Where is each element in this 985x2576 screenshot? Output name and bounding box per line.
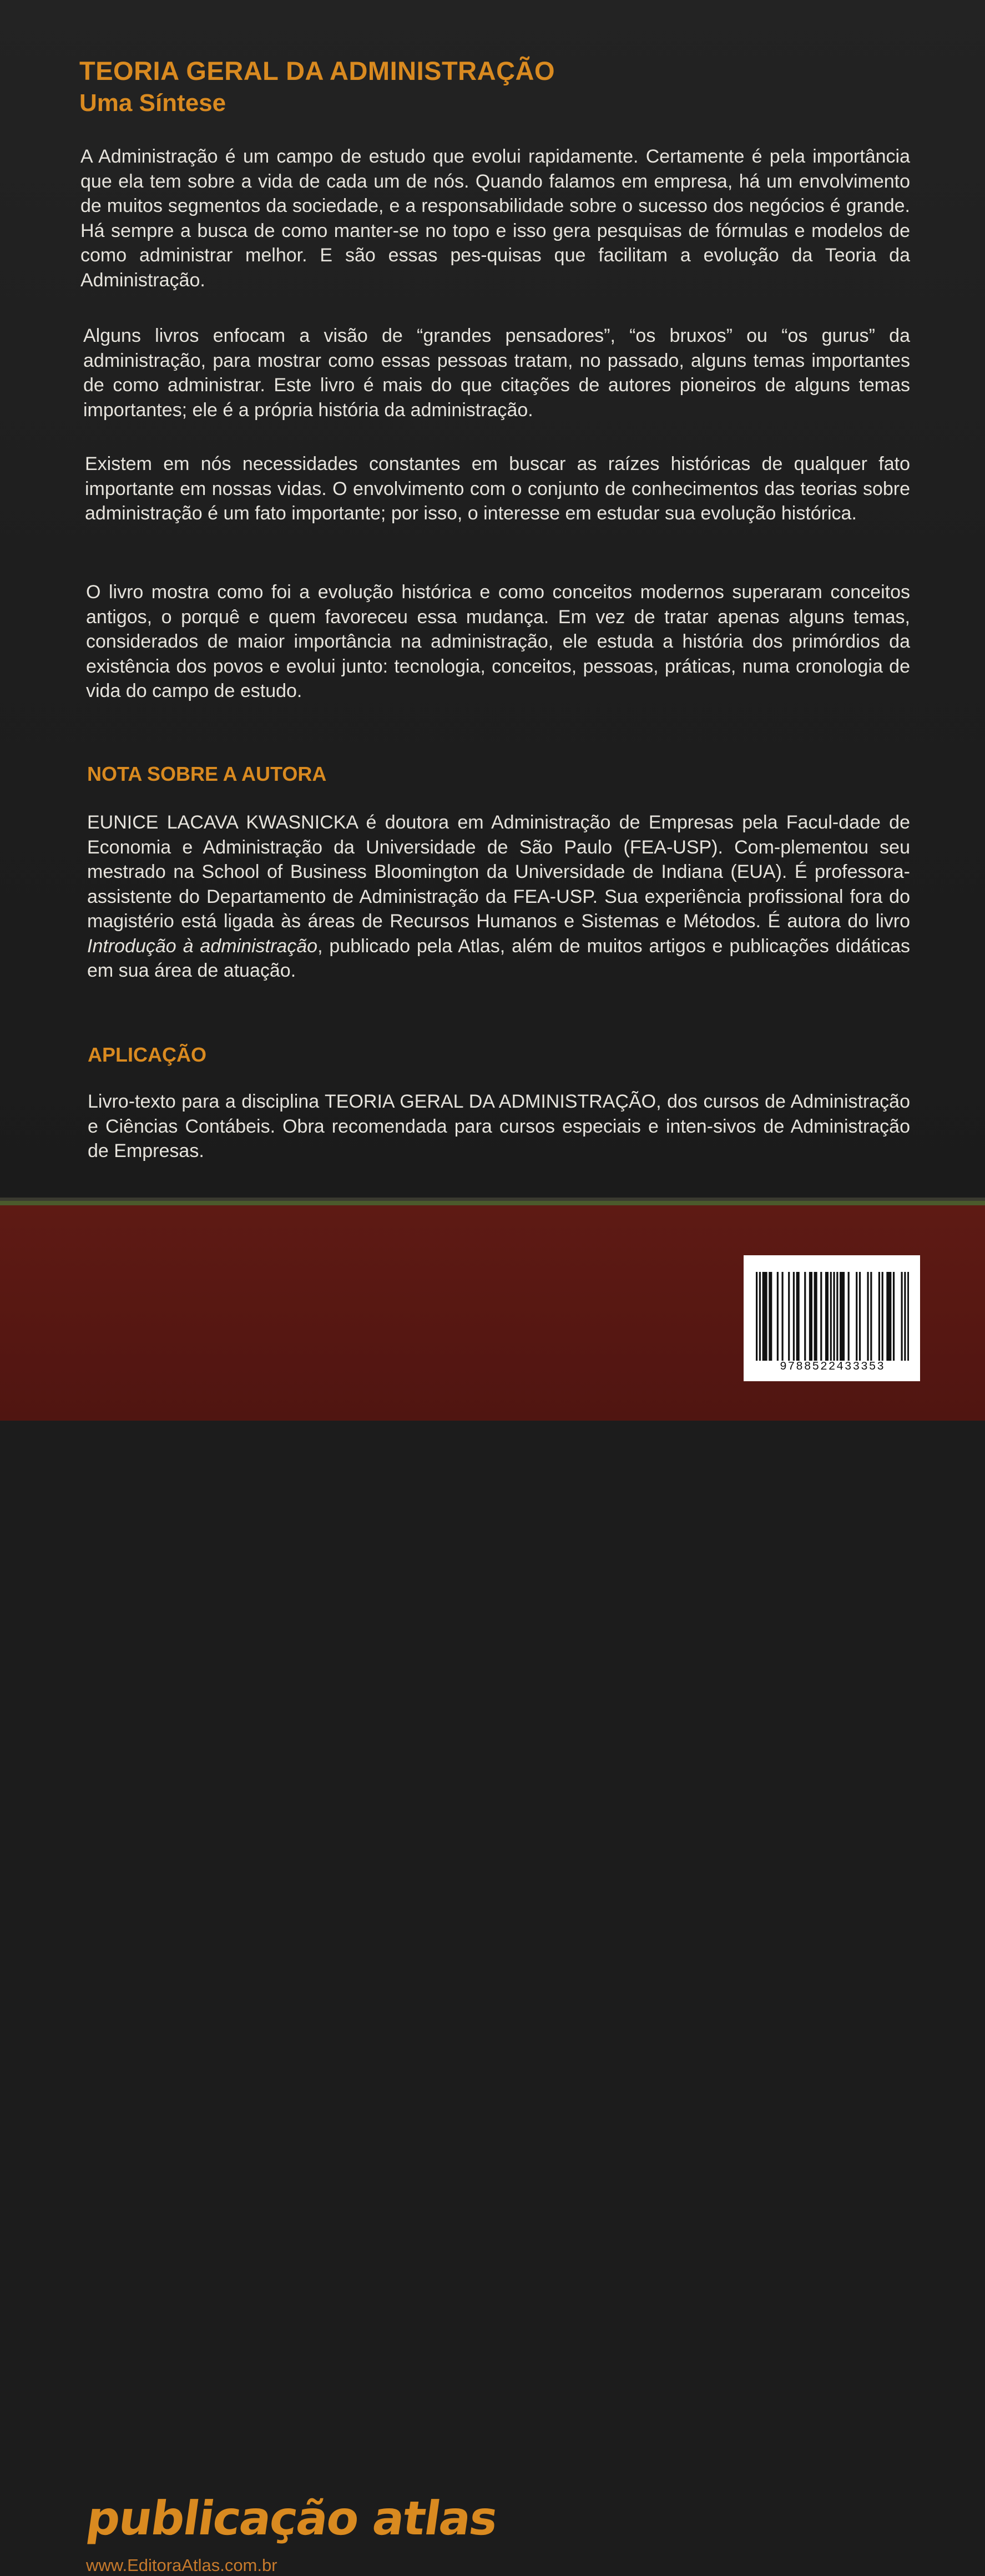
author-note-heading: NOTA SOBRE A AUTORA [87,762,327,785]
application-heading: APLICAÇÃO [88,1043,206,1066]
barcode-bar [798,1272,800,1361]
barcode-bar [848,1272,850,1361]
barcode-bar [762,1272,764,1361]
barcode-bar [796,1272,798,1361]
barcode-bar [904,1272,906,1361]
author-note-text-end: , publicado pela Atlas, além de muitos artigos e publicações didáticas em sua área de atuação. [87,935,910,981]
barcode-bar [759,1272,761,1361]
barcode-bar [830,1272,832,1361]
isbn-number: 9788522433353 [780,1361,885,1373]
barcode-bar [765,1272,767,1361]
barcode-bar [843,1272,845,1361]
barcode-bar [867,1272,868,1361]
barcode-bar [907,1272,909,1361]
barcode-bar [820,1272,822,1361]
barcode-bar [840,1272,841,1361]
author-note-text-start: EUNICE LACAVA KWASNICKA é doutora em Administração de Empresas pela Facul-dade de Economia e Administração da Universidade de São Paulo (FEA-USP). Com-plementou seu mestrado na School of Business Bloomington da Universidade de Indiana (EUA). É professora-assistente do Departamento de Administração da FEA-USP. Sua experiência profissional fora do magistério está ligada às áreas de Recursos Humanos e Sistemas e Métodos. É autora do livro [87,812,910,932]
publisher-logo: publicação atlas [83,2491,501,2545]
barcode-bar [825,1272,827,1361]
barcode-bar [859,1272,861,1361]
synopsis-paragraph-2: Alguns livros enfocam a visão de “grandes pensadores”, “os bruxos” ou “os gurus” da administração, para mostrar como essas pessoas tratam, no passado, alguns temas importantes de como administrar. Este livro é mais do que citações de autores pioneiros de alguns temas importantes; ele é a própria história da administração. [83,325,910,421]
barcode-bar [793,1272,795,1361]
barcode-bar [777,1272,779,1361]
author-book-title: Introdução à administração [87,935,318,957]
barcode-bar [886,1272,888,1361]
barcode-bar [882,1272,883,1361]
barcode-bar [756,1272,757,1361]
barcode-bar [890,1272,891,1361]
barcode [744,1255,920,1381]
barcode-bar [814,1272,816,1361]
barcode-bar [878,1272,880,1361]
barcode-bar [809,1272,811,1361]
back-cover [0,0,985,1199]
barcode-bar [781,1272,783,1361]
publisher-url: www.EditoraAtlas.com.br [86,2555,277,2575]
barcode-bar [788,1272,790,1361]
barcode-bar [836,1272,838,1361]
book-subtitle: Uma Síntese [79,89,226,117]
barcode-bar [870,1272,872,1361]
barcode-bar [770,1272,772,1361]
author-note-text [87,810,910,983]
application-text: Livro-texto para a disciplina TEORIA GERAL DA ADMINISTRAÇÃO, dos cursos de Administração e Ciências Contábeis. Obra recomendada para cursos especiais e inten-sivos de Administração de Empresas. [88,1091,910,1161]
synopsis-paragraph-3: Existem em nós necessidades constantes em buscar as raízes históricas de qualquer fato importante em nossas vidas. O envolvimento com o conjunto de conhecimentos das teorias sobre administração é um fato importante; por isso, o interesse em estudar sua evolução histórica. [85,453,910,524]
divider-stripe-green [0,1201,985,1205]
barcode-bars [756,1272,909,1361]
barcode-bar [804,1272,806,1361]
synopsis-paragraph-1: A Administração é um campo de estudo que evolui rapidamente. Certamente é pela importância que ela tem sobre a vida de cada um de nós. Quando falamos em empresa, há um envolvimento de muitos segmentos da sociedade, e a responsabilidade sobre o sucesso dos negócios é grande. Há sempre a busca de como manter-se no topo e isso gera pesquisas de fórmulas e modelos de como administrar melhor. E são essas pes-quisas que facilitam a evolução da Teoria da Administração. [80,146,910,291]
synopsis-paragraph-4: O livro mostra como foi a evolução histórica e como conceitos modernos superaram conceitos antigos, o porquê e quem favoreceu essa mudança. Em vez de tratar apenas alguns temas, considerados de maior importância na administração, ele estuda a história dos primórdios da existência dos povos e evolui junto: tecnologia, conceitos, pessoas, práticas, numa cronologia de vida do campo de estudo. [86,582,910,701]
barcode-bar [815,1272,817,1361]
book-title: TEORIA GERAL DA ADMINISTRAÇÃO [79,56,555,85]
barcode-bar [764,1272,766,1361]
barcode-bar [841,1272,843,1361]
barcode-bar [827,1272,829,1361]
barcode-bar [893,1272,895,1361]
barcode-bar [769,1272,770,1361]
barcode-bar [833,1272,835,1361]
barcode-bar [811,1272,812,1361]
barcode-bar [901,1272,902,1361]
barcode-bar [856,1272,857,1361]
barcode-bar [888,1272,890,1361]
